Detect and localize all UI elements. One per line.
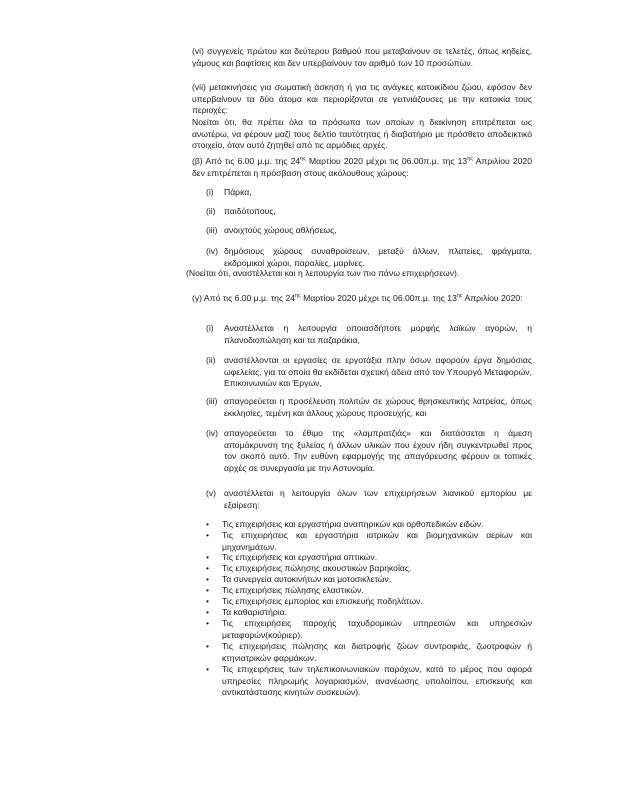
gamma-item-text: απαγορεύεται το έθιμο της «λαμπρατζιάς» και διατάσσεται η άμεση απομάκρυνση της ξυλείας ή άλλων υλικών που έχουν ήδη συγκεντρωθεί προς τον σκοπό αυτό. Την ευθύνη εφαρμογής της απαγόρευσης φέρουν οι τοπικές αρχές σε συνεργασία με την Αστυνομία. [224,428,532,473]
beta-item-num: (i) [206,187,214,197]
bullet-icon: • [206,596,210,606]
exception-item: Τις επιχειρήσεις παροχής ταχυδρομικών υπηρεσιών και υπηρεσιών μεταφορών(κούριερ). [222,618,532,640]
bullet-icon: • [206,530,210,540]
paragraph-note: Νοείται ότι, θα πρέπει όλα τα πρόσωπα των οποίων η διακίνηση επιτρέπεται ως ανωτέρω, να φέρουν μαζί τους δελτίο ταυτότητας ή διαβατήριο με πρόσθετο αποδεικτικό στοιχείο, όταν αυτό ζητηθεί από τις αρμόδιες αρχές. [192,117,532,151]
exception-item: Τις επιχειρήσεις εμπορίας και επισκευής ποδηλάτων. [222,596,423,606]
gamma-item-text: Αναστέλλεται η λειτουργία οποιασδήποτε μορφής λαϊκών αγορών, η πλανοδιοπώληση και τα παζαράκια, [224,323,532,345]
paragraph-beta: (β) Από τις 6.00 μ.μ. της $24^{\eta\varsigma}$ Μαρτίου 2020 μέχρι τις 06.00π.μ. της $13^{\eta\varsigma}$ Απριλίου 2020 δεν επιτρέπεται η πρόσβαση στους ακόλουθους χώρους: [192,156,532,178]
exception-item: Τις επιχειρήσεις και εργαστήρια οπτικών. [222,552,378,562]
closing-note: (Νοείται ότι, αναστέλλεται και η λειτουργία των πιο πάνω επιχειρήσεων). [186,268,460,278]
beta-item-text: παιδότοπους, [224,206,276,216]
exception-item: Τις επιχειρήσεις και εργαστήρια ιατρικών και βιομηχανικών αερίων και μηχανημάτων. [222,530,532,552]
exception-item: Τις επιχειρήσεις και εργαστήρια αναπηρικών και ορθοπεδικών ειδών. [222,519,484,529]
paragraph-vii: (vii) μετακινήσεις για σωματική άσκηση ή για τις ανάγκες κατοικίδιου ζώου, εφόσον δεν υπερβαίνουν τα δύο άτομα και περιορίζονται σε γειτνιάζουσες με την κατοικία τους περιοχές: [192,82,532,116]
exception-item: Τις επιχειρήσεις των τηλεπικοινωνιακών παρόχων, κατά το μέρος που αφορά υπηρεσίες πληρωμής λογαριασμών, ανανέωσης υπολοίπου, επισκευής και αντικατάστασης κινητών συσκευών). [222,664,532,698]
beta-item-num: (iii) [206,225,218,235]
beta-item-text: δημόσιους χώρους συναθροίσεων, μεταξύ άλλων, πλατείες, φράγματα, εκδρομικοί χώροι, παραλίες, μαρίνες. [224,246,532,268]
bullet-icon: • [206,641,210,651]
gamma-item-text: αναστέλλονται οι εργασίες σε εργοτάξια πλην όσων αφορούν έργα δημόσιας ωφελείας, για τα οποία θα εκδίδεται σχετική άδεια από τον Υπουργό Μεταφορών, Επικοινωνιών και Έργων, [224,355,532,389]
bullet-icon: • [206,563,210,573]
bullet-icon: • [206,552,210,562]
paragraph-vi: (vi) συγγενείς πρώτου και δεύτερου βαθμού που μεταβαίνουν σε τελετές, όπως κηδείες, γάμους και βαφτίσεις και δεν υπερβαίνουν τον αριθμό των 10 προσώπων. [192,46,532,68]
bullet-icon: • [206,519,210,529]
bullet-icon: • [206,664,210,674]
beta-item-num: (iv) [206,246,218,256]
exception-item: Τα καθαριστήρια. [222,607,287,617]
bullet-icon: • [206,585,210,595]
exception-item: Τις επιχειρήσεις πώλησης ελαστικών. [222,585,364,595]
exception-item: Τις επιχειρήσεις πώλησης ακουστικών βαρηκοΐας. [222,563,412,573]
exception-item: Τις επιχειρήσεις πώλησης και διατροφής ζώων συντροφιάς, ζωοτροφών ή κτηνιατρικών φαρμάκων. [222,641,532,663]
gamma-item-num: (ii) [206,355,216,365]
beta-item-text: ανοιχτούς χώρους αθλήσεως, [224,225,337,235]
gamma-item-text: αναστέλλεται η λειτουργία όλων των επιχειρήσεων λιανικού εμπορίου με εξαίρεση: [224,488,532,510]
gamma-item-text: απαγορεύεται η προσέλευση πολιτών σε χώρους θρησκευτικής λατρείας, όπως εκκλησίες, τεμένη και άλλους χώρους προσευχής, και [224,396,532,418]
beta-item-text: Πάρκα, [224,187,252,197]
gamma-item-num: (iv) [206,428,218,438]
bullet-icon: • [206,574,210,584]
beta-item-num: (ii) [206,206,216,216]
gamma-item-num: (i) [206,323,214,333]
exception-item: Τα συνεργεία αυτοκινήτων και μοτοσικλετών. [222,574,392,584]
gamma-item-num: (v) [206,488,217,498]
bullet-icon: • [206,618,210,628]
paragraph-gamma: (γ) Από τις 6.00 μ.μ. της $24^{\eta\varsigma}$ Μαρτίου 2020 μέχρι τις 06.00π.μ. της $13^{\eta\varsigma}$ Απριλίου 2020: [192,293,523,303]
gamma-item-num: (iii) [206,396,218,406]
bullet-icon: • [206,607,210,617]
